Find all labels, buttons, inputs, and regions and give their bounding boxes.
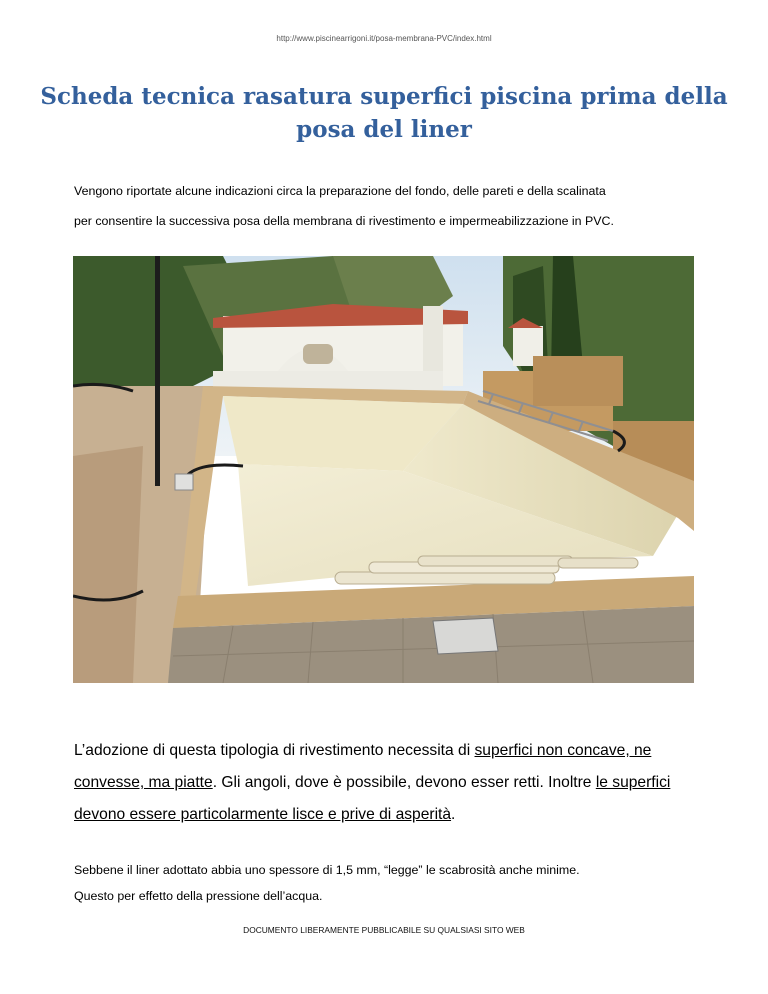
page-footer: DOCUMENTO LIBERAMENTE PUBBLICABILE SU QUALSIASI SITO WEB	[243, 925, 525, 935]
para1-text-1: L’adozione di questa tipologia di rivestimento necessita di	[74, 742, 475, 759]
requirements-paragraph	[74, 735, 714, 831]
page-title: Scheda tecnica rasatura superfici piscina prima della posa del liner	[40, 83, 728, 143]
intro-paragraph	[74, 176, 714, 236]
intro-line-2: per consentire la successiva posa della membrana di rivestimento e impermeabilizzazione in PVC.	[74, 214, 614, 228]
pool-photo	[73, 256, 694, 683]
para1-underlined-1: superfici non concave, ne convesse, ma piatte	[74, 742, 652, 791]
para1-underlined-2: le superfici devono essere particolarmente lisce e prive di asperità	[74, 774, 671, 823]
para1-text-3: .	[451, 806, 456, 823]
intro-line-1: Vengono riportate alcune indicazioni circa la preparazione del fondo, delle pareti e della scalinata	[74, 184, 606, 198]
source-url: http://www.piscinearrigoni.it/posa-membrana-PVC/index.html	[276, 34, 492, 43]
para2-line-1: Sebbene il liner adottato abbia uno spessore di 1,5 mm, “legge” le scabrosità anche minime.	[74, 863, 580, 877]
thickness-paragraph	[74, 857, 714, 909]
para2-line-2: Questo per effetto della pressione dell’acqua.	[74, 889, 323, 903]
para1-text-2: . Gli angoli, dove è possibile, devono esser retti. Inoltre	[212, 774, 596, 791]
